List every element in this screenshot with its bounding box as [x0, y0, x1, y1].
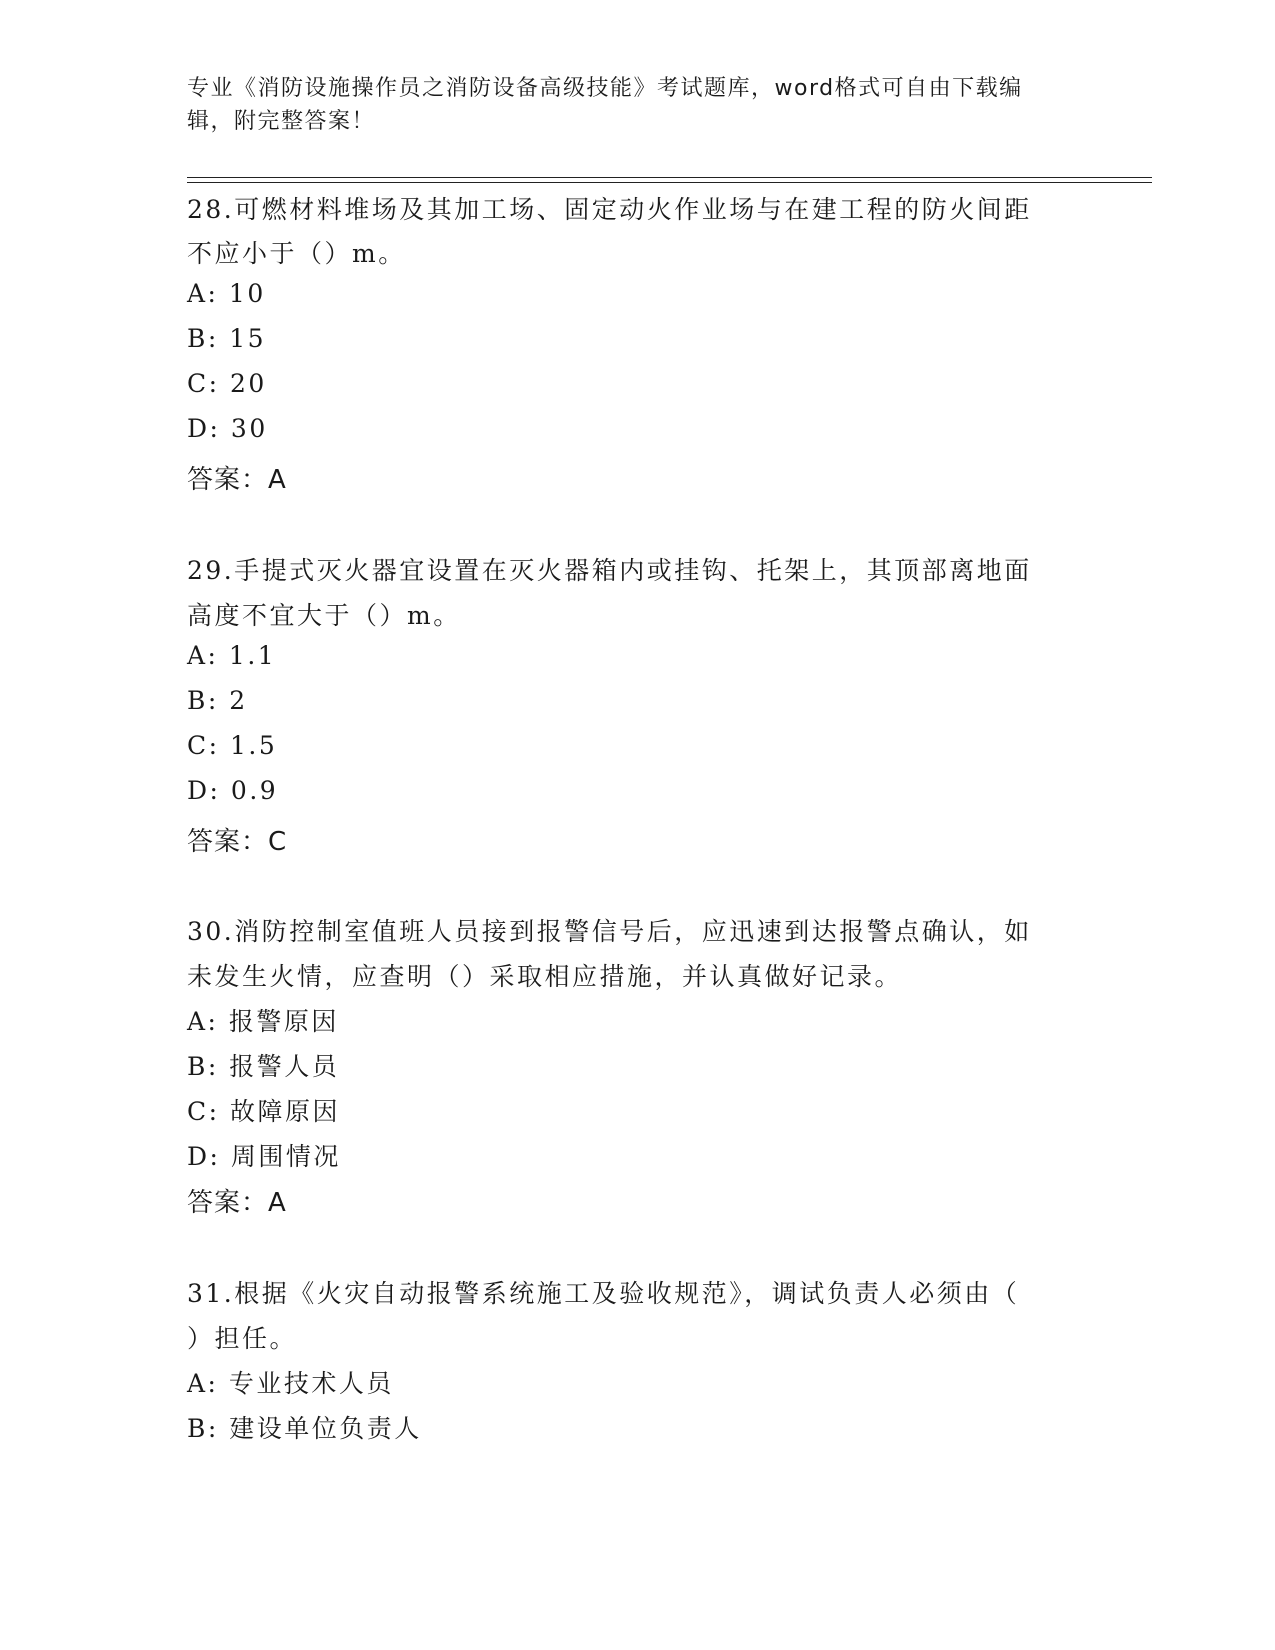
- question-28-answer: 答案：A: [187, 465, 287, 495]
- question-30-option-c: C: 故障原因: [187, 1097, 340, 1126]
- question-30-option-a: A: 报警原因: [187, 1007, 339, 1036]
- question-28-option-b: B: 15: [187, 324, 267, 353]
- question-30-answer: 答案：A: [187, 1188, 287, 1218]
- question-28-stem-line-1: 28.可燃材料堆场及其加工场、固定动火作业场与在建工程的防火间距: [187, 195, 1032, 224]
- question-30-option-d: D: 周围情况: [187, 1142, 341, 1171]
- question-28-option-d: D: 30: [187, 414, 268, 443]
- header-line-2: 辑，附完整答案！: [187, 109, 376, 134]
- question-29-stem-line-2: 高度不宜大于（）m。: [187, 601, 461, 630]
- question-29-option-b: B: 2: [187, 686, 248, 715]
- question-29-stem-line-1: 29.手提式灭火器宜设置在灭火器箱内或挂钩、托架上，其顶部离地面: [187, 556, 1032, 585]
- question-29-option-a: A: 1.1: [187, 641, 277, 670]
- header-divider-bottom: [187, 182, 1152, 183]
- question-31-stem-line-1: 31.根据《火灾自动报警系统施工及验收规范》，调试负责人必须由（: [187, 1279, 1020, 1308]
- question-30-option-b: B: 报警人员: [187, 1052, 340, 1081]
- question-28-option-c: C: 20: [187, 369, 267, 398]
- header-line-1: 专业《消防设施操作员之消防设备高级技能》考试题库，word格式可自由下载编: [187, 76, 1023, 101]
- question-29-option-d: D: 0.9: [187, 776, 279, 805]
- header-divider-top: [187, 177, 1152, 178]
- question-28-option-a: A: 10: [187, 279, 266, 308]
- question-30-stem-line-2: 未发生火情，应查明（）采取相应措施，并认真做好记录。: [187, 962, 903, 991]
- question-30-stem-line-1: 30.消防控制室值班人员接到报警信号后，应迅速到达报警点确认，如: [187, 917, 1032, 946]
- question-31-stem-line-2: ）担任。: [187, 1324, 298, 1353]
- question-28-stem-line-2: 不应小于（）m。: [187, 239, 406, 268]
- question-31-option-a: A: 专业技术人员: [187, 1369, 394, 1398]
- question-29-option-c: C: 1.5: [187, 731, 278, 760]
- question-29-answer: 答案：C: [187, 827, 288, 857]
- document-header: [187, 72, 1067, 138]
- question-31-option-b: B: 建设单位负责人: [187, 1414, 422, 1443]
